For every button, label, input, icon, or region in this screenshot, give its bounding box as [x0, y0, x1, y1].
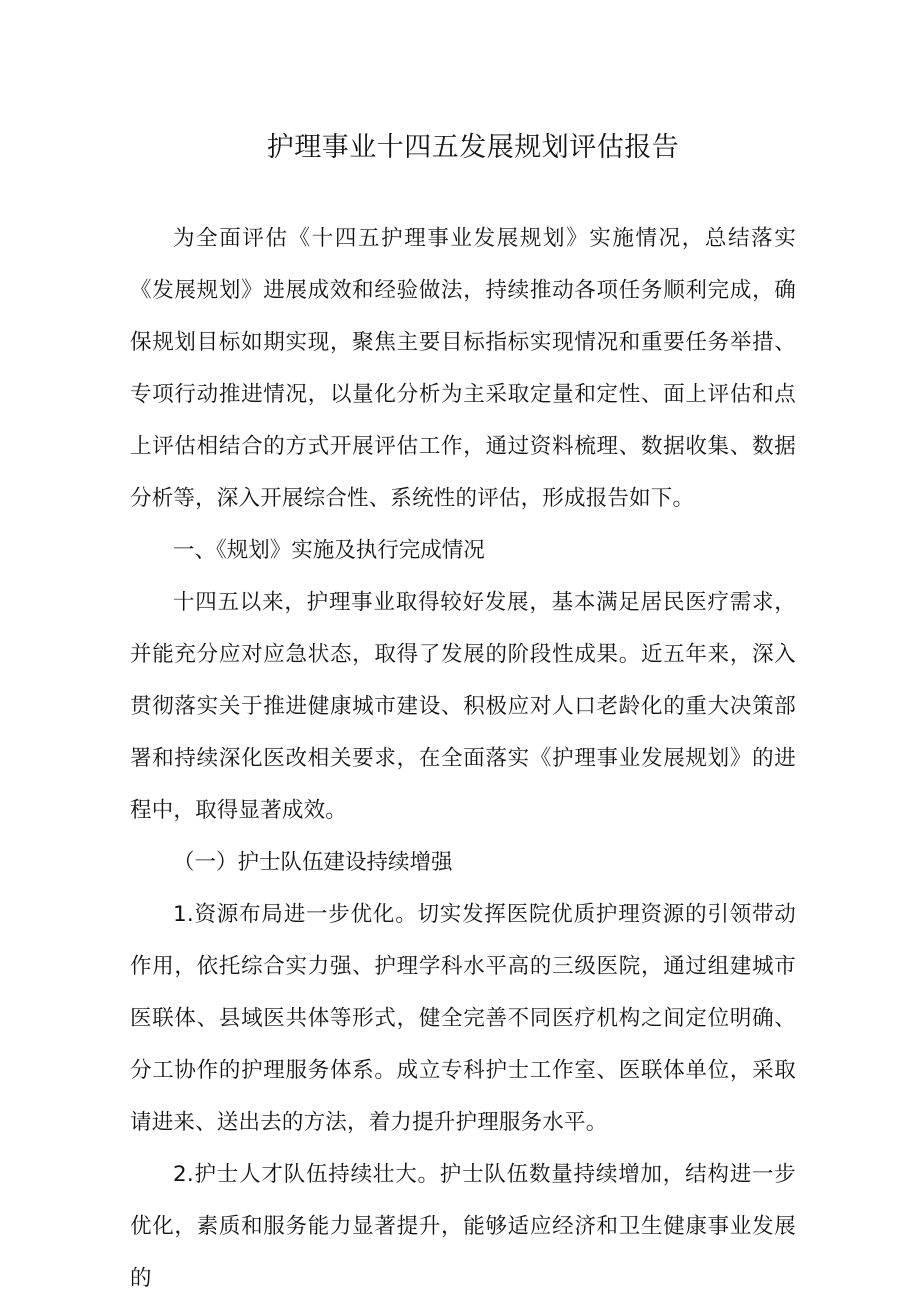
item-1-paragraph: 1.资源布局进一步优化。切实发挥医院优质护理资源的引领带动作用，依托综合实力强、护理学科水平高的三级医院，通过组建城市医联体、县域医共体等形式，健全完善不同医疗机构之间定位明确、分工协作的护理服务体系。成立专科护士工作室、医联体单位，采取请进来、送出去的方法，着力提升护理服务水平。 [130, 902, 796, 1135]
intro-paragraph: 为全面评估《十四五护理事业发展规划》实施情况，总结落实《发展规划》进展成效和经验做法，持续推动各项任务顺利完成，确保规划目标如期实现，聚焦主要目标指标实现情况和重要任务举措、专项行动推进情况，以量化分析为主采取定量和定性、面上评估和点上评估相结合的方式开展评估工作，通过资料梳理、数据收集、数据分析等，深入开展综合性、系统性的评估，形成报告如下。 [130, 226, 796, 511]
document-title: 护理事业十四五发展规划评估报告 [266, 132, 680, 163]
section-1-paragraph: 十四五以来，护理事业取得较好发展，基本满足居民医疗需求，并能充分应对应急状态，取得了发展的阶段性成果。近五年来，深入贯彻落实关于推进健康城市建设、积极应对人口老龄化的重大决策部署和持续深化医改相关要求，在全面落实《护理事业发展规划》的进程中，取得显著成效。 [130, 590, 796, 823]
subsection-heading-1: （一）护士队伍建设持续增强 [173, 850, 453, 875]
document-body [130, 213, 796, 1305]
section-heading-1: 一、《规划》实施及执行完成情况 [173, 538, 485, 563]
item-2-paragraph: 2.护士人才队伍持续壮大。护士队伍数量持续增加，结构进一步优化，素质和服务能力显著提升，能够适应经济和卫生健康事业发展的 [130, 1162, 796, 1291]
